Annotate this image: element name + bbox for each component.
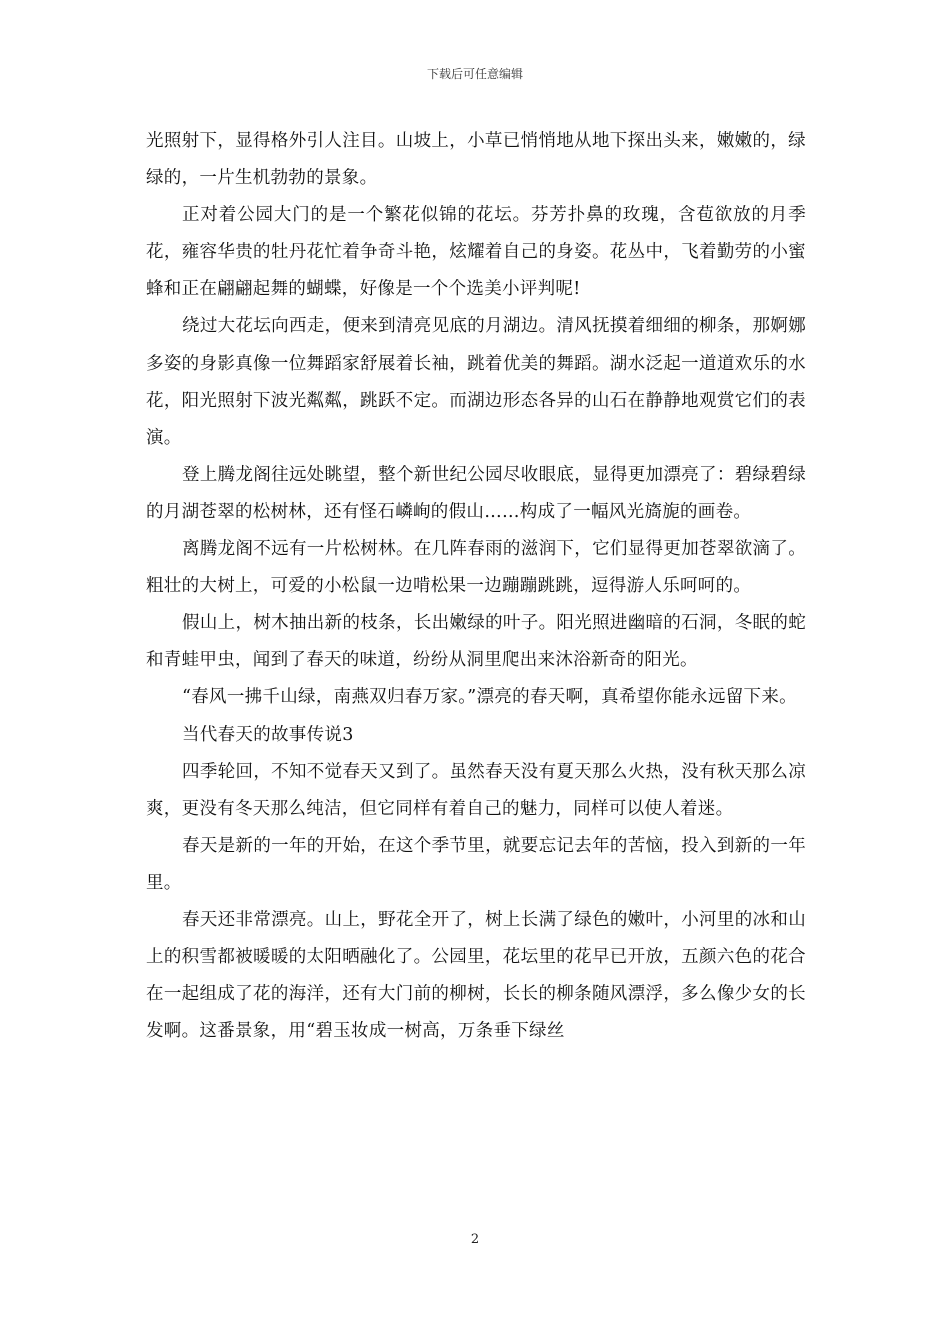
paragraph: 离腾龙阁不远有一片松树林。在几阵春雨的滋润下，它们显得更加苍翠欲滴了。粗壮的大树上，可爱的小松鼠一边啃松果一边蹦蹦跳跳，逗得游人乐呵呵的。 [146,539,806,597]
paragraph: 光照射下，显得格外引人注目。山坡上，小草已悄悄地从地下探出头来，嫩嫩的，绿绿的，一片生机勃勃的景象。 [146,131,806,189]
document-body [146,123,806,1050]
paragraph: 春天还非常漂亮。山上，野花全开了，树上长满了绿色的嫩叶，小河里的冰和山上的积雪都被暖暖的太阳晒融化了。公园里，花坛里的花早已开放，五颜六色的花合在一起组成了花的海洋，还有大门前的柳树，长长的柳条随风漂浮，多么像少女的长发啊。这番景象，用“碧玉妆成一树高，万条垂下绿丝 [146,909,806,1042]
paragraph: 假山上，树木抽出新的枝条，长出嫩绿的叶子。阳光照进幽暗的石洞，冬眠的蛇和青蛙甲虫，闻到了春天的味道，纷纷从洞里爬出来沐浴新奇的阳光。 [146,613,806,671]
paragraph: 四季轮回，不知不觉春天又到了。虽然春天没有夏天那么火热，没有秋天那么凉爽，更没有冬天那么纯洁，但它同样有着自己的魅力，同样可以使人着迷。 [146,761,806,819]
paragraph: 春天是新的一年的开始，在这个季节里，就要忘记去年的苦恼，投入到新的一年里。 [146,835,806,893]
section-title: 当代春天的故事传说3 [182,724,354,745]
paragraph: 绕过大花坛向西走，便来到清亮见底的月湖边。清风抚摸着细细的柳条，那婀娜多姿的身影真像一位舞蹈家舒展着长袖，跳着优美的舞蹈。湖水泛起一道道欢乐的水花，阳光照射下波光粼粼，跳跃不定。而湖边形态各异的山石在静静地观赏它们的表演。 [146,316,806,448]
paragraph: 正对着公园大门的是一个繁花似锦的花坛。芬芳扑鼻的玫瑰，含苞欲放的月季花，雍容华贵的牡丹花忙着争奇斗艳，炫耀着自己的身姿。花丛中，飞着勤劳的小蜜蜂和正在翩翩起舞的蝴蝶，好像是一个个选美小评判呢! [146,205,806,300]
page-number: 2 [470,1232,480,1247]
paragraph: 登上腾龙阁往远处眺望，整个新世纪公园尽收眼底，显得更加漂亮了：碧绿碧绿的月湖苍翠的松树林，还有怪石嶙峋的假山……构成了一幅风光旖旎的画卷。 [146,464,806,522]
page-header: 下载后可任意编辑 [426,67,523,81]
paragraph: “春风一拂千山绿，南燕双归春万家。”漂亮的春天啊，真希望你能永远留下来。 [182,687,797,708]
